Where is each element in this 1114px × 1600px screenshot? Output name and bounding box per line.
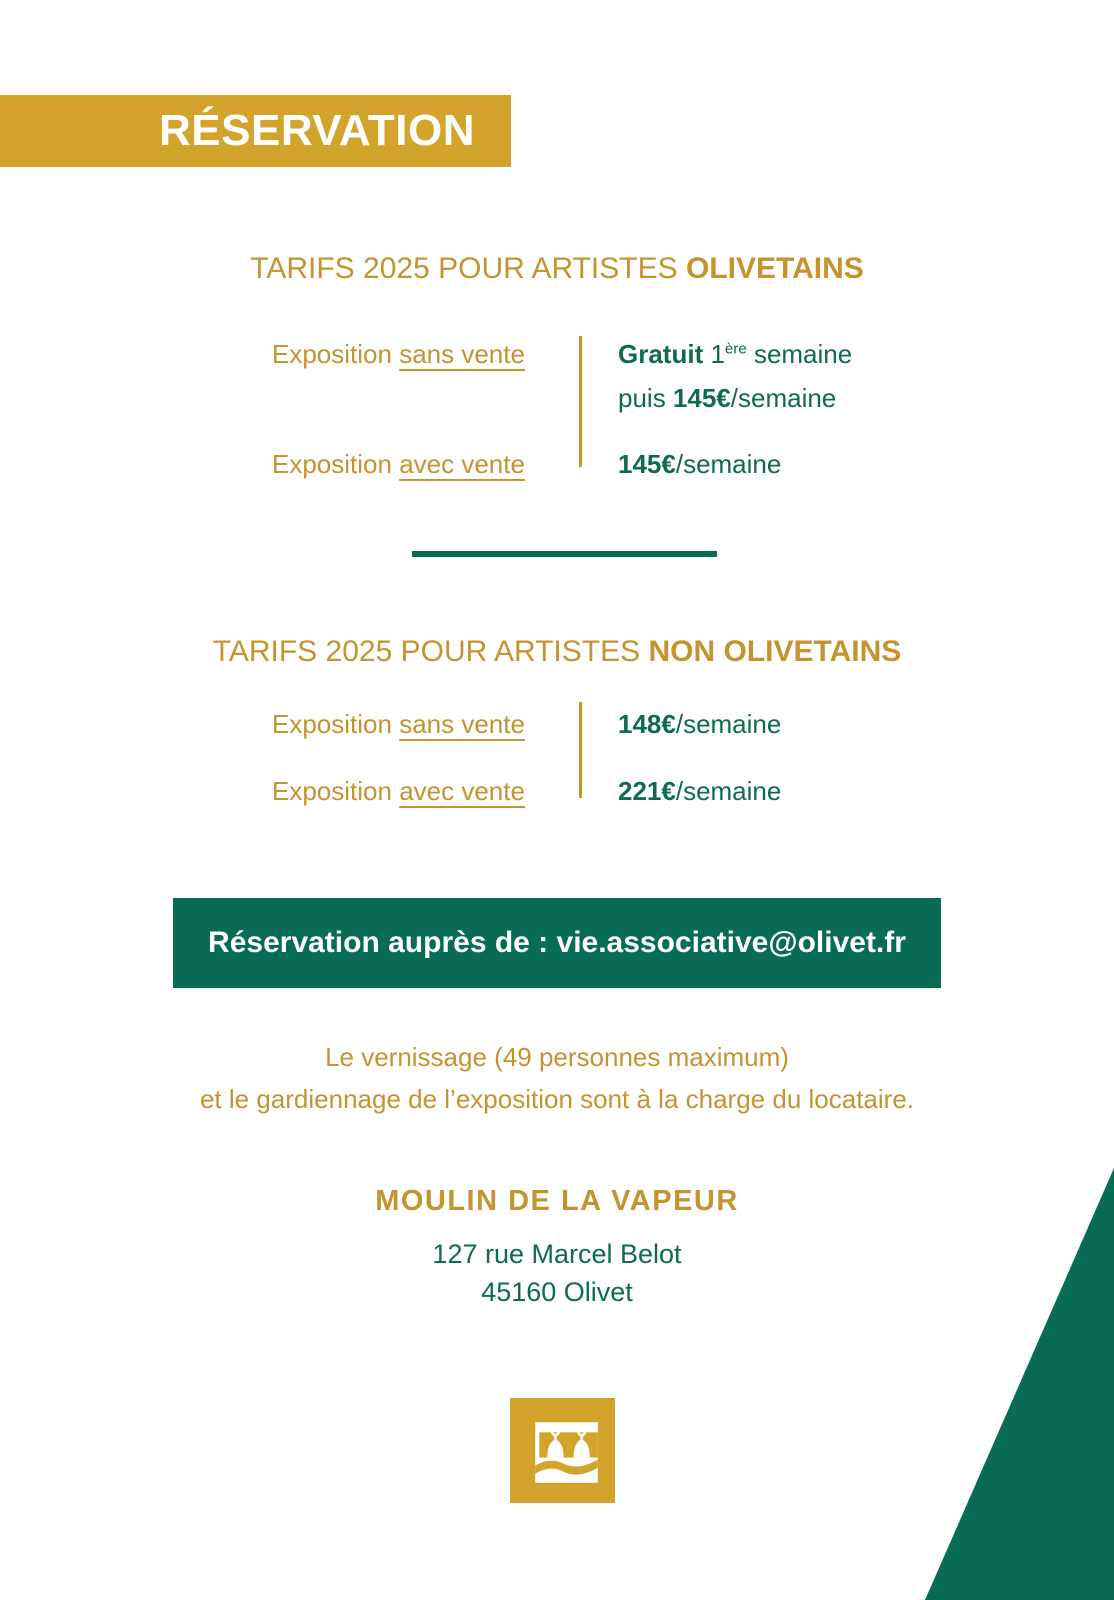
price-148-sans-vente (618, 708, 781, 740)
tarifs-non-olivetains-heading (0, 634, 1114, 670)
heading-normal-text: TARIFS 2025 POUR ARTISTES (212, 635, 649, 668)
price-superscript: ère (724, 340, 747, 358)
note-line-1: Le vernissage (49 personnes maximum) (325, 1042, 789, 1072)
label-prefix: Exposition (272, 449, 400, 479)
heading-bold-text: NON OLIVETAINS (648, 635, 902, 668)
price-bold: 145€ (618, 449, 676, 479)
price-221-avec-vente (618, 775, 781, 807)
tarifs-olivetains-heading (0, 251, 1114, 287)
price-bold: 148€ (618, 709, 676, 739)
price-gratuit-line-1 (618, 338, 852, 370)
heading-bold-text: OLIVETAINS (685, 252, 864, 285)
venue-address-line-1: 127 rue Marcel Belot (432, 1239, 682, 1269)
label-prefix: Exposition (272, 776, 400, 806)
price-bold: 221€ (618, 776, 676, 806)
row-label-sans-vente-1 (272, 338, 525, 370)
heading-normal-text: TARIFS 2025 POUR ARTISTES (250, 252, 686, 285)
venue-name: MOULIN DE LA VAPEUR (375, 1185, 739, 1217)
contact-banner (173, 898, 941, 988)
row-label-sans-vente-2 (272, 708, 525, 740)
price-bold: 145€ (672, 383, 731, 413)
label-prefix: Exposition (272, 339, 400, 369)
note-line-2: et le gardiennage de l’exposition sont à la charge du locataire. (199, 1084, 915, 1114)
column-divider-bar-2 (579, 702, 582, 798)
corner-triangle-decoration (925, 1168, 1114, 1600)
price-bold: Gratuit (618, 339, 704, 369)
price-rest: /semaine (730, 383, 837, 413)
label-underlined: avec vente (399, 449, 525, 479)
price-rest: /semaine (675, 776, 782, 806)
label-underlined: avec vente (399, 776, 525, 806)
column-divider-bar-1 (579, 336, 582, 467)
contact-email-text: Réservation auprès de : vie.associative@olivet.fr (208, 926, 906, 959)
page-title: RÉSERVATION (159, 106, 475, 155)
price-rest: /semaine (675, 449, 782, 479)
price-rest: semaine (746, 339, 853, 369)
price-rest: /semaine (675, 709, 782, 739)
row-label-avec-vente-2 (272, 775, 525, 807)
bridge-and-river-icon (535, 1432, 598, 1474)
row-label-avec-vente-1 (272, 448, 525, 480)
label-prefix: Exposition (272, 709, 400, 739)
label-underlined: sans vente (399, 339, 525, 369)
price-prefix: puis (618, 383, 673, 413)
section-divider-line (412, 551, 717, 557)
venue-address-line-2: 45160 Olivet (481, 1277, 633, 1307)
label-underlined: sans vente (399, 709, 525, 739)
price-mid: 1 (703, 339, 725, 369)
olivet-city-logo-icon (510, 1398, 615, 1503)
price-145-avec-vente (618, 448, 781, 480)
price-gratuit-line-2 (618, 382, 836, 414)
reservation-title-banner (0, 95, 511, 167)
